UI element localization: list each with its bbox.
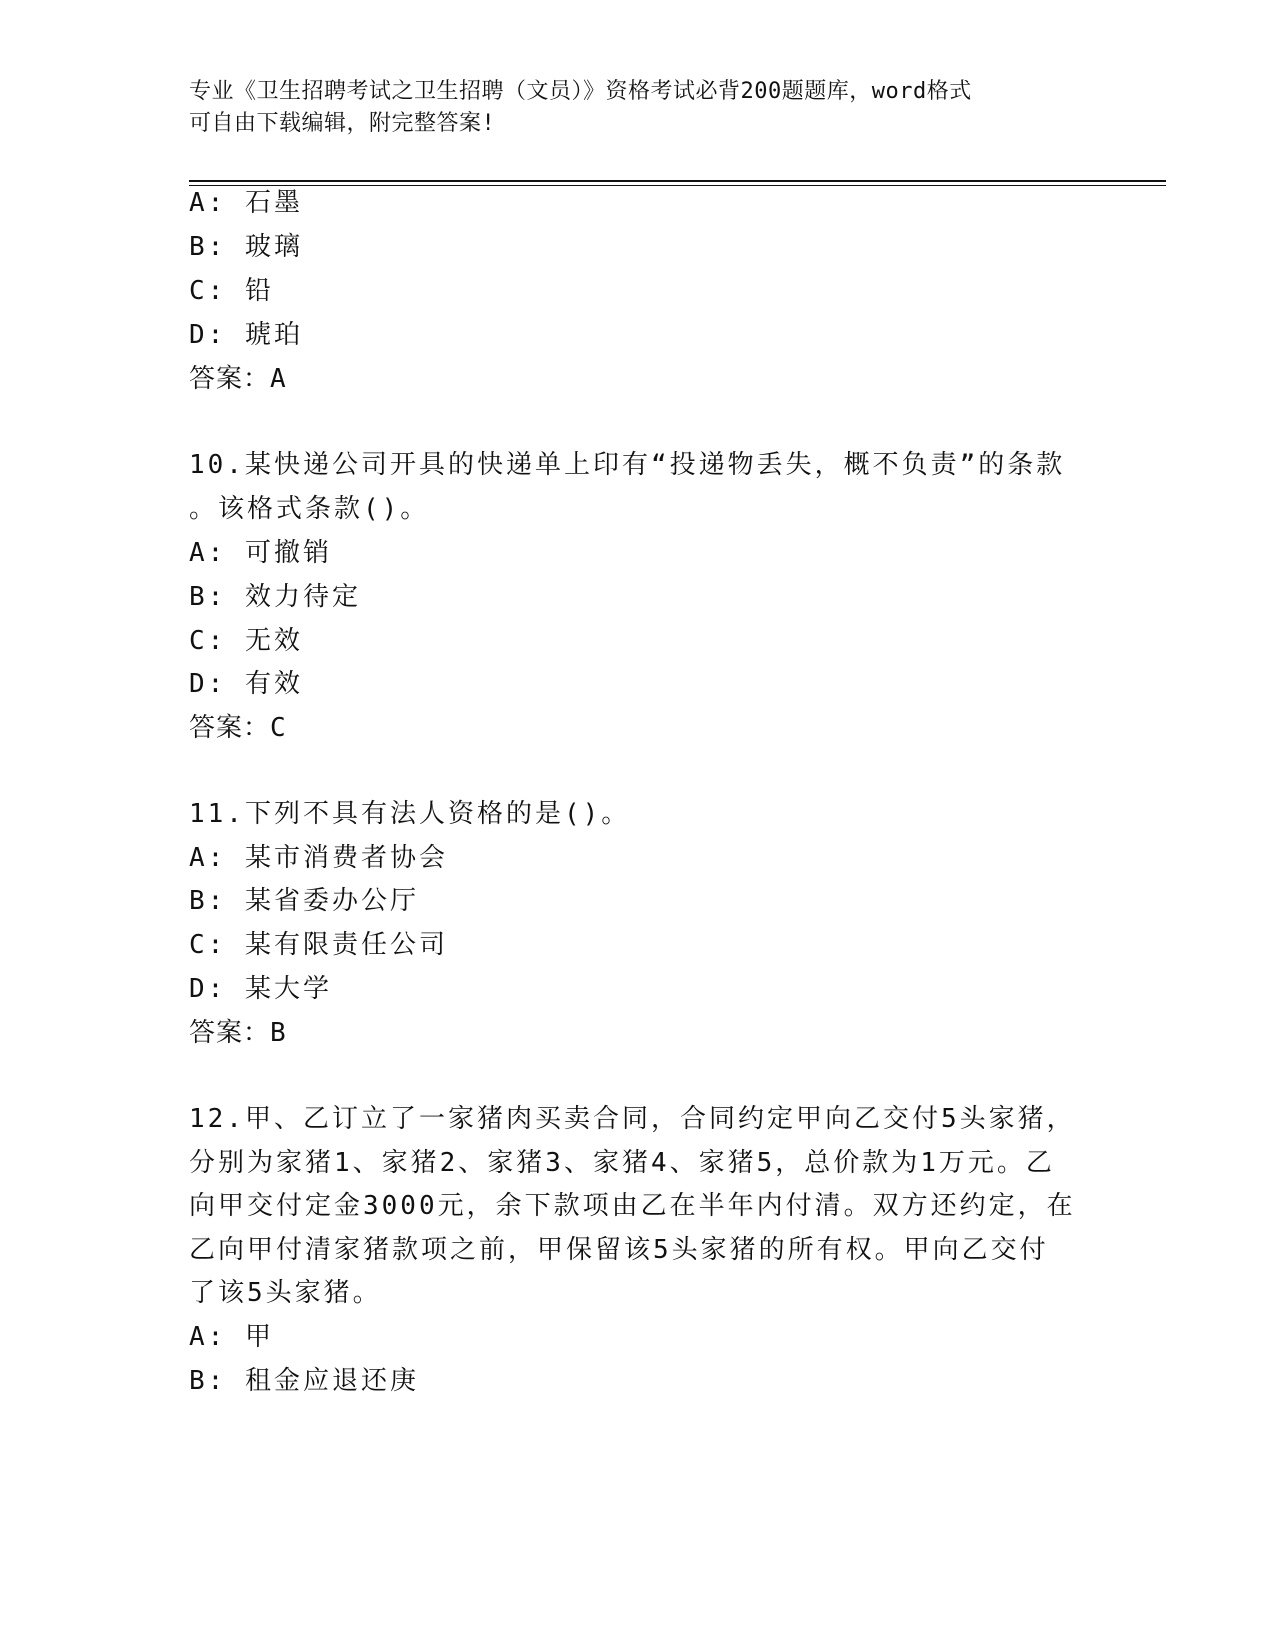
header-line-2: 可自由下载编辑，附完整答案! — [189, 111, 496, 136]
q10-answer: 答案：C — [189, 713, 287, 743]
header-rule-thick — [189, 180, 1166, 182]
document-header — [189, 76, 1089, 140]
q12-stem-line-3: 向甲交付定金3000元，余下款项由乙在半年内付清。双方还约定，在 — [189, 1191, 1076, 1221]
q12-stem-line-4: 乙向甲付清家猪款项之前，甲保留该5头家猪的所有权。甲向乙交付 — [189, 1235, 1049, 1265]
q9-option-a: A: 石墨 — [189, 188, 303, 218]
header-line-1: 专业《卫生招聘考试之卫生招聘（文员）》资格考试必背200题题库，word格式 — [189, 79, 972, 104]
q12-option-b: B: 租金应退还庚 — [189, 1366, 419, 1396]
q10-option-a: A: 可撤销 — [189, 538, 332, 568]
q12-stem-line-5: 了该5头家猪。 — [189, 1278, 382, 1308]
q9-answer: 答案：A — [189, 364, 287, 394]
q10-option-c: C: 无效 — [189, 626, 303, 656]
q10-option-d: D: 有效 — [189, 669, 303, 699]
header-rule-thin — [189, 185, 1166, 186]
q9-option-b: B: 玻璃 — [189, 232, 303, 262]
q11-answer: 答案：B — [189, 1018, 287, 1048]
q12-stem-line-2: 分别为家猪1、家猪2、家猪3、家猪4、家猪5，总价款为1万元。乙 — [189, 1148, 1055, 1178]
q10-stem-line-2: 。该格式条款()。 — [189, 494, 430, 524]
q9-option-d: D: 琥珀 — [189, 320, 303, 350]
q11-option-c: C: 某有限责任公司 — [189, 930, 448, 960]
q11-option-d: D: 某大学 — [189, 974, 332, 1004]
q12-option-a: A: 甲 — [189, 1322, 274, 1352]
q11-option-a: A: 某市消费者协会 — [189, 843, 448, 873]
q10-stem-line-1: 10.某快递公司开具的快递单上印有“投递物丢失，概不负责”的条款 — [189, 450, 1066, 480]
q9-option-c: C: 铅 — [189, 276, 274, 306]
q10-option-b: B: 效力待定 — [189, 582, 361, 612]
q11-stem-line-1: 11.下列不具有法人资格的是()。 — [189, 799, 631, 829]
q11-option-b: B: 某省委办公厅 — [189, 886, 419, 916]
q12-stem-line-1: 12.甲、乙订立了一家猪肉买卖合同，合同约定甲向乙交付5头家猪， — [189, 1104, 1076, 1134]
